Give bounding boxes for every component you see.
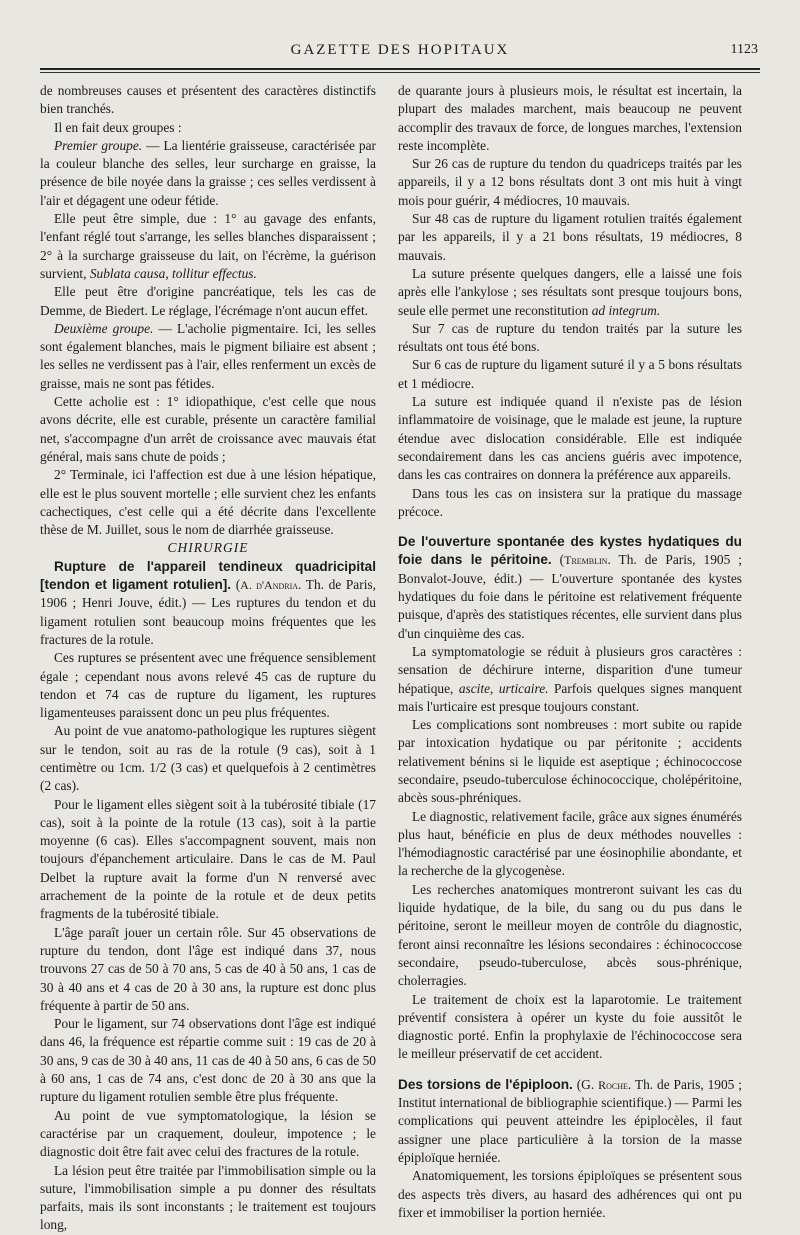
paragraph: Le traitement de choix est la laparotomie. Le traitement préventif consistera à opérer un kyste du foie aussitôt le diagnostic porté. Enfin la prophylaxie de l'échinococcose sera le meilleur préservatif de cet accident. [398, 991, 742, 1062]
header-rule-thin [40, 72, 760, 73]
latin-phrase: Sublata causa, tollitur effectus. [89, 265, 257, 281]
paragraph: Dans tous les cas on insistera sur la pratique du massage précoce. [398, 485, 742, 519]
paragraph: de quarante jours à plusieurs mois, le résultat est incertain, la plupart des malades marchent, mais beaucoup ne peuvent accomplir des travaux de force, de longues marches, l'extension reste incomplète. [398, 83, 742, 153]
article-intro: De l'ouverture spontanée des kystes hydatiques du foie dans le péritoine. (Tremblin. Th. de Paris, 1905 ; Bonvalot-Jouve, édit.) — L'ouverture spontanée des kystes hydatiques du foie dans le péritoine est relativement fréquente puisque, d'après des statistiques récentes, elle survient dans plus d'un cinquième des cas. [398, 534, 742, 641]
header-rule [40, 68, 760, 70]
paragraph: La suture présente quelques dangers, elle a laissé une fois après elle l'ankylose ; ses résultats sont presque toujours bons, seule elle permet une reconstitution ad integrum. [398, 265, 742, 318]
paragraph: La symptomatologie se réduit à plusieurs gros caractères : sensation de déchirure interne, disparition d'une tumeur hépatique, ascite, urticaire. Parfois quelques signes manquent mais l'urticaire est presque toujours constant. [398, 643, 743, 714]
article-intro: Des torsions de l'épiploon. (G. Roche. Th. de Paris, 1905 ; Institut international de bibliographie scientifique.) — Parmi les complications qui peuvent atteindre les épiplocèles, il faut assigner une place particulière à la torsion de la masse épiploïque herniée. [398, 1076, 742, 1165]
paragraph: Sur 26 cas de rupture du tendon du quadriceps traités par les appareils, il y a 12 bons résultats dont 3 ont mis huit à vingt mois pour guérir, 4 médiocres, 10 mauvais. [398, 156, 742, 208]
group-heading: Premier groupe. [54, 137, 143, 153]
section-heading: CHIRURGIE [167, 540, 249, 556]
paragraph: de nombreuses causes et présentent des caractères distinctifs bien tranchés. [40, 83, 376, 117]
paragraph: L'âge paraît jouer un certain rôle. Sur 45 observations de rupture du tendon, dont l'âge est indiqué dans 37, nous trouvons 27 cas de 50 à 70 ans, 5 cas de 40 à 50 ans, 1 cas de 30 à 40 ans et 4 cas de 20 à 30 ans, la rupture est donc plus fréquente à partir de 50 ans. [40, 924, 376, 1013]
right-column [398, 82, 742, 1222]
latin-phrase: ad integrum. [591, 302, 661, 318]
article-author: Roche [598, 1077, 628, 1092]
paragraph: Premier groupe. — La lientérie graisseuse, caractérisée par la couleur blanche des selles, leur surcharge en graisse, la présence de bile noyée dans la graisse ; ces selles verdissent à l'air et dégagent une odeur fétide. [40, 137, 376, 208]
paragraph: Anatomiquement, les torsions épiploïques se présentent sous des aspects très divers, au hasard des adhérences qui ont pu fixer et immobiliser la portion herniée. [398, 1168, 742, 1220]
paragraph: Elle peut être d'origine pancréatique, tels les cas de Demme, de Biedert. Le réglage, l'écrémage n'ont aucun effet. [40, 284, 376, 318]
paragraph: Sur 6 cas de rupture du ligament suturé il y a 5 bons résultats et 1 médiocre. [398, 357, 742, 391]
paragraph: Au point de vue symptomatologique, la lésion se caractérise par un craquement, douleur, impotence ; le diagnostic doit être fait avec celui des fractures de la rotule. [40, 1107, 376, 1160]
paragraph: Pour le ligament elles siègent soit à la tubérosité tibiale (17 cas), soit à la pointe de la rotule (13 cas), soit à la partie moyenne (6 cas). Elles s'accompagnent souvent, mais non toujours d'épanchement articulaire. Dans le cas de M. Paul Delbet la rupture avait la forme d'un N renversé avec arrachement de la pointe de la rotule et de deux petits fragments de la tubérosité tibiale. [40, 796, 376, 922]
paragraph: Elle peut être simple, due : 1° au gavage des enfants, l'enfant réglé tout s'arrange, les selles blanches disparaissent ; 2° à la surcharge graisseuse du lait, on l'écrème, la guérison survient, Sublata causa, tollitur effectus. [40, 211, 376, 281]
paragraph: Il en fait deux groupes : [54, 119, 182, 135]
page-number: 1123 [730, 42, 758, 57]
paragraph: Au point de vue anatomo-pathologique les ruptures siègent sur le tendon, soit au ras de la rotule (9 cas), soit à 1 centimètre ou 1cm. 1/2 (3 cas) et quelquefois à 2 centimètres (2 cas). [40, 723, 376, 794]
paragraph: Ces ruptures se présentent avec une fréquence sensiblement égale ; cependant nous avons relevé 45 cas de rupture du tendon et 74 cas de rupture du ligament, les ruptures ligamenteuses paraissent donc un peu plus fréquentes. [40, 650, 376, 721]
page-header [30, 34, 770, 68]
journal-title: GAZETTE DES HOPITAUX [290, 42, 510, 58]
paragraph: Deuxième groupe. — L'acholie pigmentaire. Ici, les selles sont également blanches, mais le pigment biliaire est absent ; les selles ne verdissent pas à l'air, elles renferment un excès de graisse, mais ne sont pas fétides. [40, 320, 376, 391]
paragraph: La lésion peut être traitée par l'immobilisation simple ou la suture, l'immobilisation simple a pu donner des résultats parfaits, mais ils sont inconstants ; le traitement est toujours long, [40, 1162, 376, 1233]
paragraph: Pour le ligament, sur 74 observations dont l'âge est indiqué dans 46, la fréquence est répartie comme suit : 19 cas de 20 à 30 ans, 9 cas de 30 à 40 ans, 11 cas de 40 à 50 ans, 6 cas de 50 à 60 ans, 1 cas de 74 ans, c'est donc de 20 à 30 ans que la rupture du ligament rotulien semble être plus fréquente. [40, 1016, 376, 1105]
article-author: A. d'Andria [240, 578, 299, 593]
paragraph: 2° Terminale, ici l'affection est due à une lésion hépatique, elle est le plus souvent mortelle ; elle survient chez les enfants cachectiques, c'est celle qui a été décrite dans l'excellente thèse de M. Juillet, sous le nom de diarrhée graisseuse. [40, 467, 376, 538]
group-heading: Deuxième groupe. [54, 320, 154, 336]
paragraph: Les recherches anatomiques montreront suivant les cas du liquide hydatique, de la bile, du sang ou du pus dans le péritoine, seront le meilleur moyen de contrôle du diagnostic, feront ainsi reconnaître les lésions secondaires : échinococcose secondaire, pseudo-tuberculose, abcès sous-phrénique, cholerragies. [398, 881, 742, 989]
paragraph: Les complications sont nombreuses : mort subite ou rapide par intoxication hydatique ou par péritonite ; accidents relativement bénins si le liquide est aseptique ; échinococcose secondaire, pseudo-tuberculose échinococcique, cholépéritoine, abcès sous-phréniques. [398, 717, 742, 806]
paragraph: Cette acholie est : 1° idiopathique, c'est celle que nous avons décrite, elle est curable, présente un caractère familial net, s'accompagne d'un arrêt de croissance avec mauvais état général, mais sans chute de poids ; [40, 394, 376, 464]
paragraph: Sur 48 cas de rupture du ligament rotulien traités également par les appareils, il y a 21 bons résultats, 19 médiocres, 8 mauvais. [398, 211, 742, 263]
left-column [40, 82, 376, 1235]
paragraph: Le diagnostic, relativement facile, grâce aux signes énumérés plus haut, bénéficie en plus de deux méthodes nouvelles : l'hémodiagnostic caractérisé par une éosinophilie abondante, et la recherche de la glycogenèse. [398, 808, 742, 879]
article-title: Rupture de l'appareil tendineux quadricipital [tendon et ligament rotulien]. [40, 558, 376, 593]
article-intro: Rupture de l'appareil tendineux quadricipital [tendon et ligament rotulien]. (A. d'Andria. Th. de Paris, 1906 ; Henri Jouve, édit.) — Les ruptures du tendon et du ligament rotulien sont beaucoup moins fréquentes que les fractures de la rotule. [40, 558, 376, 647]
paragraph: La suture est indiquée quand il n'existe pas de lésion inflammatoire de voisinage, que le malade est jeune, la rupture étendue avec dislocation considérable. Elle est indiquée secondairement dans les cas anciens guéris avec impotence, dans les cas contraires on donnera la préférence aux appareils. [398, 394, 742, 483]
article-title: De l'ouverture spontanée des kystes hydatiques du foie dans le péritoine. [398, 534, 742, 568]
article-author: Tremblin [564, 553, 608, 568]
paragraph: Sur 7 cas de rupture du tendon traités par la suture les résultats ont tous été bons. [398, 320, 742, 355]
article-title: Des torsions de l'épiploon. [398, 1076, 573, 1092]
